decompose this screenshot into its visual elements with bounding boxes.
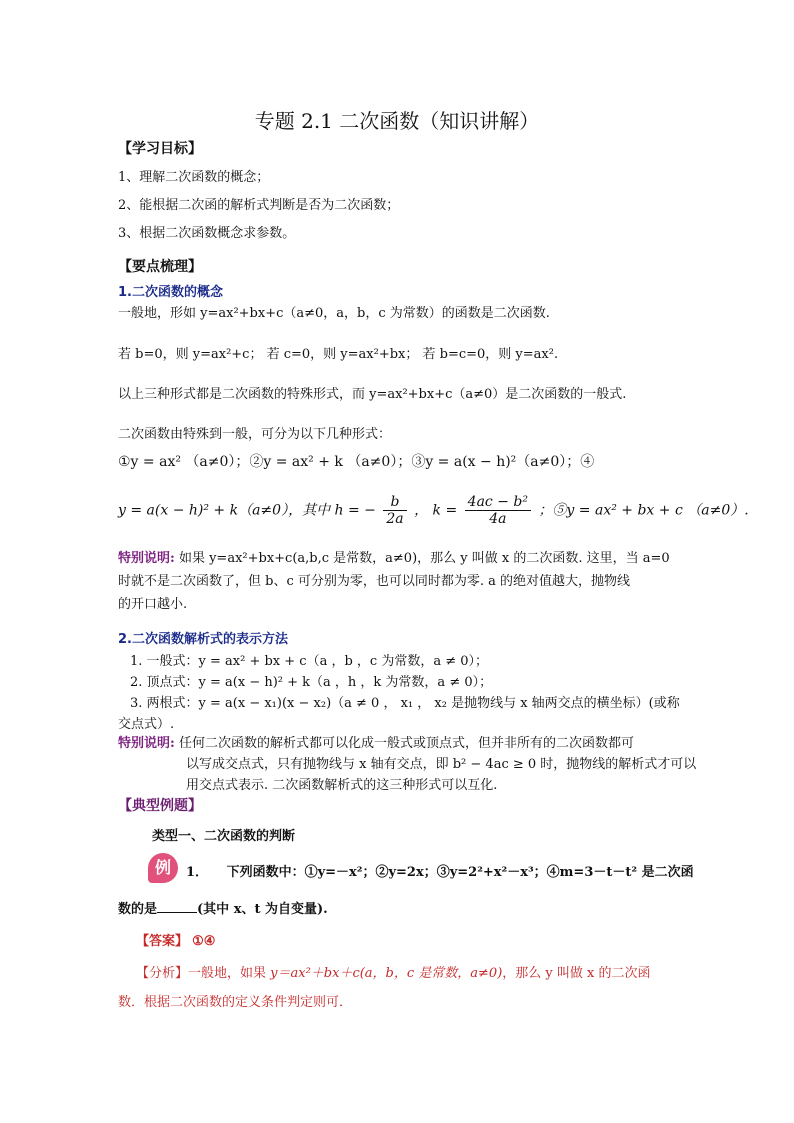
representation-title: 2.二次函数解析式的表示方法 [118,632,288,647]
concept-paragraph-2: 若 b=0，则 y=ax²+c； 若 c=0，则 y=ax²+bx； 若 b=c=0，则 y=ax². [118,347,559,362]
special-note-1-line-1 [118,547,670,566]
special-note-2-line-3: 用交点式表示. 二次函数解析式的这三种形式可以互化. [186,778,498,793]
concept-title: 1.二次函数的概念 [118,285,223,300]
analysis-text-1b: ，那么 y 叫做 x 的二次函 [502,966,651,981]
special-note-text: 如果 y=ax²+bx+c(a,b,c 是常数，a≠0)，那么 y 叫做 x 的二次函数. 这里，当 a=0 [178,551,670,566]
type-one-heading: 类型一、二次函数的判断 [152,829,296,844]
representation-vertex: 2. 顶点式：y = a(x − h)² + k（a ，h ，k 为常数，a ≠ 0）； [130,675,493,690]
answer-value: ①④ [192,934,216,949]
question-line-2 [118,898,328,917]
question-text-2a: 数的是 [118,902,158,917]
concept-paragraph-1: 一般地，形如 y=ax²+bx+c（a≠0，a，b，c 为常数）的函数是二次函数. [118,306,550,321]
analysis-line-2: 数．根据二次函数的定义条件判定则可． [118,995,353,1010]
special-note-2-text: 任何二次函数的解析式都可以化成一般式或顶点式，但并非所有的二次函数都可 [178,736,634,751]
special-note-2-line-1 [118,732,634,751]
forms-line-2 [118,494,749,534]
k-fraction-denominator: 4a [489,511,507,527]
analysis-line-1 [136,962,651,981]
question-line-1 [186,861,694,880]
special-note-label: 特别说明: [118,551,175,566]
k-fraction [465,494,531,527]
goal-item-2: 2、能根据二次函的解析式判断是否为二次函数； [118,198,400,213]
special-note-1-line-2: 时就不是二次函数了，但 b、c 可分别为零，也可以同时都为零. a 的绝对值越大，抛物线 [118,574,631,589]
question-text: 下列函数中：①y=－x²；②y=2x；③y=2²+x²－x³；④m=3－t－t² 是二次函 [226,865,694,880]
k-formula-label: ， k = [414,502,458,519]
concept-paragraph-3: 以上三种形式都是二次函数的特殊形式，而 y=ax²+bx+c（a≠0）是二次函数的一般式. [118,387,627,402]
page-title: 专题 2.1 二次函数（知识讲解） [254,109,540,133]
answer-label: 【答案】 [136,934,189,949]
forms-line-1: ①y = ax² （a≠0）；②y = ax² + k （a≠0）；③y = a(x − h)²（a≠0）；④ [118,454,595,470]
k-fraction-numerator: 4ac − b² [465,494,531,511]
h-formula-label: h = − [334,502,376,519]
special-note-2-label: 特别说明: [118,736,175,751]
special-note-2-line-2: 以写成交点式，只有抛物线与 x 轴有交点，即 b² − 4ac ≥ 0 时，抛物线的解析式才可以 [186,757,697,772]
representation-roots: 3. 两根式：y = a(x − x₁)(x − x₂)（a ≠ 0 ， x₁ ， x₂ 是抛物线与 x 轴两交点的横坐标）(或称 [130,696,680,711]
h-fraction-denominator: 2a [386,511,404,527]
analysis-label: 【分析】 [136,966,189,981]
answer-blank [157,899,197,913]
key-points-heading: 【要点梳理】 [118,259,202,275]
general-form-text: ；⑤y = ax² + bx + c （a≠0）. [538,502,749,519]
goal-item-1: 1、理解二次函数的概念； [118,170,270,185]
vertex-form-text: y = a(x − h)² + k（a≠0），其中 [118,502,331,519]
examples-heading: 【典型例题】 [118,798,202,814]
question-number: 1． [186,865,209,880]
special-note-1-line-3: 的开口越小. [118,597,188,612]
analysis-formula: y＝ax²＋bx＋c(a，b，c 是常数，a≠0) [270,966,503,981]
analysis-text-1a: 一般地，如果 [188,966,271,981]
goal-item-3: 3、根据二次函数概念求参数。 [118,226,296,241]
representation-general: 1. 一般式：y = ax² + bx + c（a ，b ，c 为常数，a ≠ 0）； [130,654,489,669]
h-fraction [383,494,406,527]
question-text-2b: (其中 x、t 为自变量). [197,902,328,917]
answer-line [136,930,215,949]
example-badge: 例 [148,853,178,883]
h-fraction-numerator: b [383,494,406,511]
learning-goals-heading: 【学习目标】 [118,141,202,157]
representation-roots-cont: 交点式）. [118,717,175,732]
concept-paragraph-4: 二次函数由特殊到一般，可分为以下几种形式： [118,427,392,442]
